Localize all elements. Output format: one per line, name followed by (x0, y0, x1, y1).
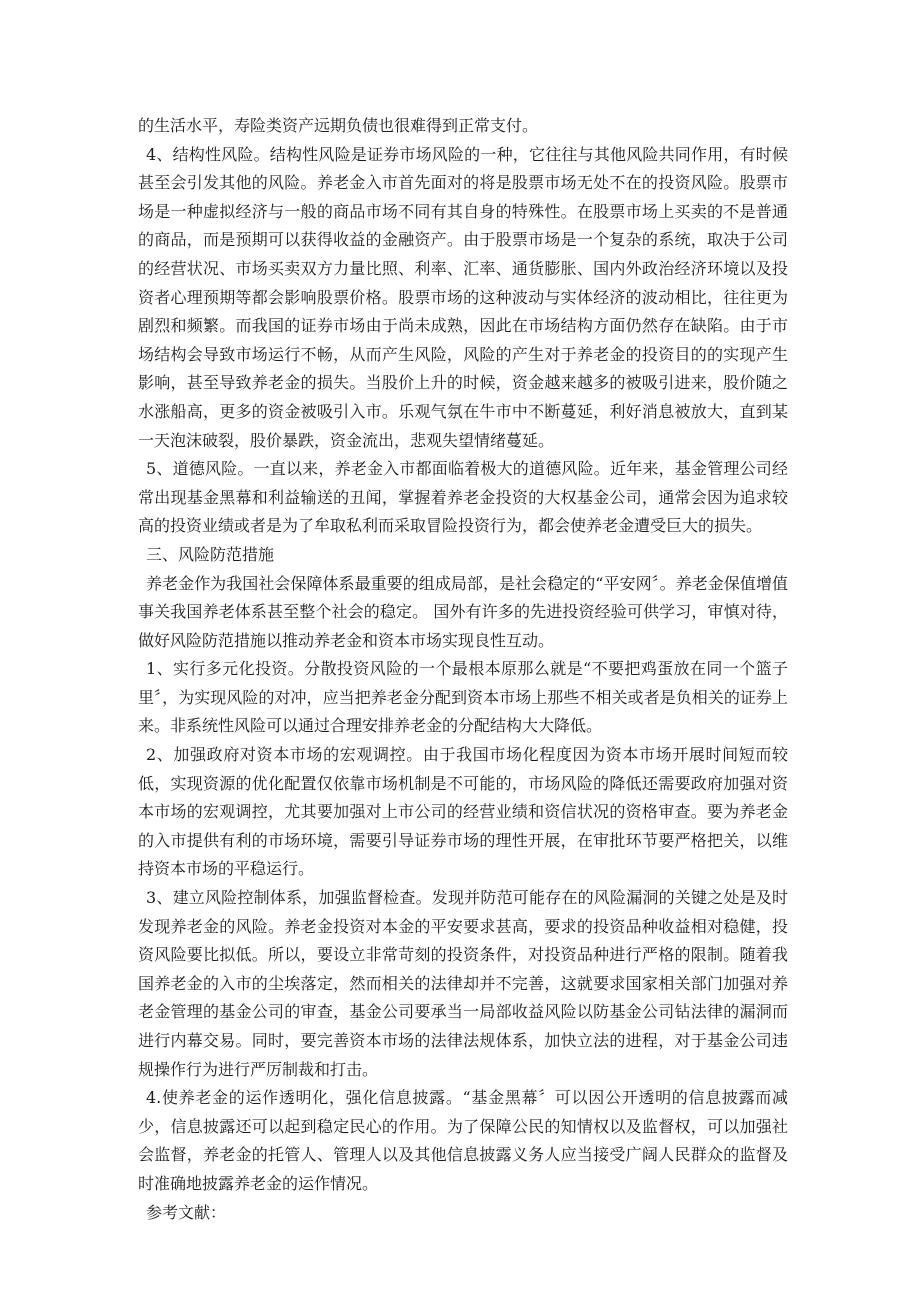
paragraph-continuation: 的生活水平，寿险类资产远期负债也很难得到正常支付。 (138, 116, 539, 135)
paragraph-diversified-investment: 1、实行多元化投资。分散投资风险的一个最根本原那么就是“不要把鸡蛋放在同一个篮子里〞，为实现风险的对冲，应当把养老金分配到资本市场上那些不相关或者是负相关的证券上来。非系统性风险可以通过合理安排养老金的分配结构大大降低。 (138, 659, 788, 736)
paragraph-transparency: 4.使养老金的运作透明化，强化信息披露。“基金黑幕〞可以因公开透明的信息披露而减少，信息披露还可以起到稳定民心的作用。为了保障公民的知情权以及监督权，可以加强社会监督，养老金的托管人、管理人以及其他信息披露义务人应当接受广阔人民群众的监督及时准确地披露养老金的运作情况。 (138, 1088, 788, 1193)
section-heading-risk-prevention: 三、风险防范措施 (146, 544, 275, 564)
paragraph-structural-risk: 4、结构性风险。结构性风险是证券市场风险的一种，它往往与其他风险共同作用，有时候甚至会引发其他的风险。养老金入市首先面对的将是股票市场无处不在的投资风险。股票市场是一种虚拟经济与一般的商品市场不同有其自身的特殊性。在股票市场上买卖的不是普通的商品，而是预期可以获得收益的金融资产。由于股票市场是一个复杂的系统，取决于公司的经营状况、市场买卖双方力量比照、利率、汇率、通货膨胀、国内外政治经济环境以及投资者心理预期等都会影响股票价格。股票市场的这种波动与实体经济的波动相比，往往更为剧烈和频繁。而我国的证券市场由于尚未成熟，因此在市场结构方面仍然存在缺陷。由于市场结构会导致市场运行不畅，从而产生风险，风险的产生对于养老金的投资目的的实现产生影响，甚至导致养老金的损失。当股价上升的时候，资金越来越多的被吸引进来，股价随之水涨船高，更多的资金被吸引入市。乐观气氛在牛市中不断蔓延，利好消息被放大，直到某一天泡沫破裂，股价暴跌，资金流出，悲观失望情绪蔓延。 (138, 144, 788, 450)
paragraph-pension-intro: 养老金作为我国社会保障体系最重要的组成局部，是社会稳定的“平安网〞。养老金保值增值事关我国养老体系甚至整个社会的稳定。 国外有许多的先进投资经验可供学习，审慎对待，做好风险防范措施以推动养老金和资本市场实现良性互动。 (138, 573, 788, 650)
document-body (138, 112, 788, 1227)
paragraph-macro-control: 2、加强政府对资本市场的宏观调控。由于我国市场化程度因为资本市场开展时间短而较低，实现资源的优化配置仅依靠市场机制是不可能的，市场风险的降低还需要政府加强对资本市场的宏观调控，尤其要加强对上市公司的经营业绩和资信状况的资格审查。要为养老金的入市提供有利的市场环境，需要引导证券市场的理性开展，在审批环节要严格把关，以维持资本市场的平稳运行。 (138, 745, 788, 879)
paragraph-moral-risk: 5、道德风险。一直以来，养老金入市都面临着极大的道德风险。近年来，基金管理公司经常出现基金黑幕和利益输送的丑闻，掌握着养老金投资的大权基金公司，通常会因为追求较高的投资业绩或者是为了牟取私利而采取冒险投资行为，都会使养老金遭受巨大的损失。 (138, 459, 788, 536)
paragraph-risk-control-system: 3、建立风险控制体系，加强监督检查。发现并防范可能存在的风险漏洞的关键之处是及时发现养老金的风险。养老金投资对本金的平安要求甚高，要求的投资品种收益相对稳健，投资风险要比拟低。所以，要设立非常苛刻的投资条件，对投资品种进行严格的限制。随着我国养老金的入市的尘埃落定，然而相关的法律却并不完善，这就要求国家相关部门加强对养老金管理的基金公司的审查，基金公司要承当一局部收益风险以防基金公司钻法律的漏洞而进行内幕交易。同时，要完善资本市场的法律法规体系，加快立法的进程，对于基金公司违规操作行为进行严厉制裁和打击。 (138, 888, 788, 1079)
references-heading: 参考文献： (146, 1202, 227, 1222)
